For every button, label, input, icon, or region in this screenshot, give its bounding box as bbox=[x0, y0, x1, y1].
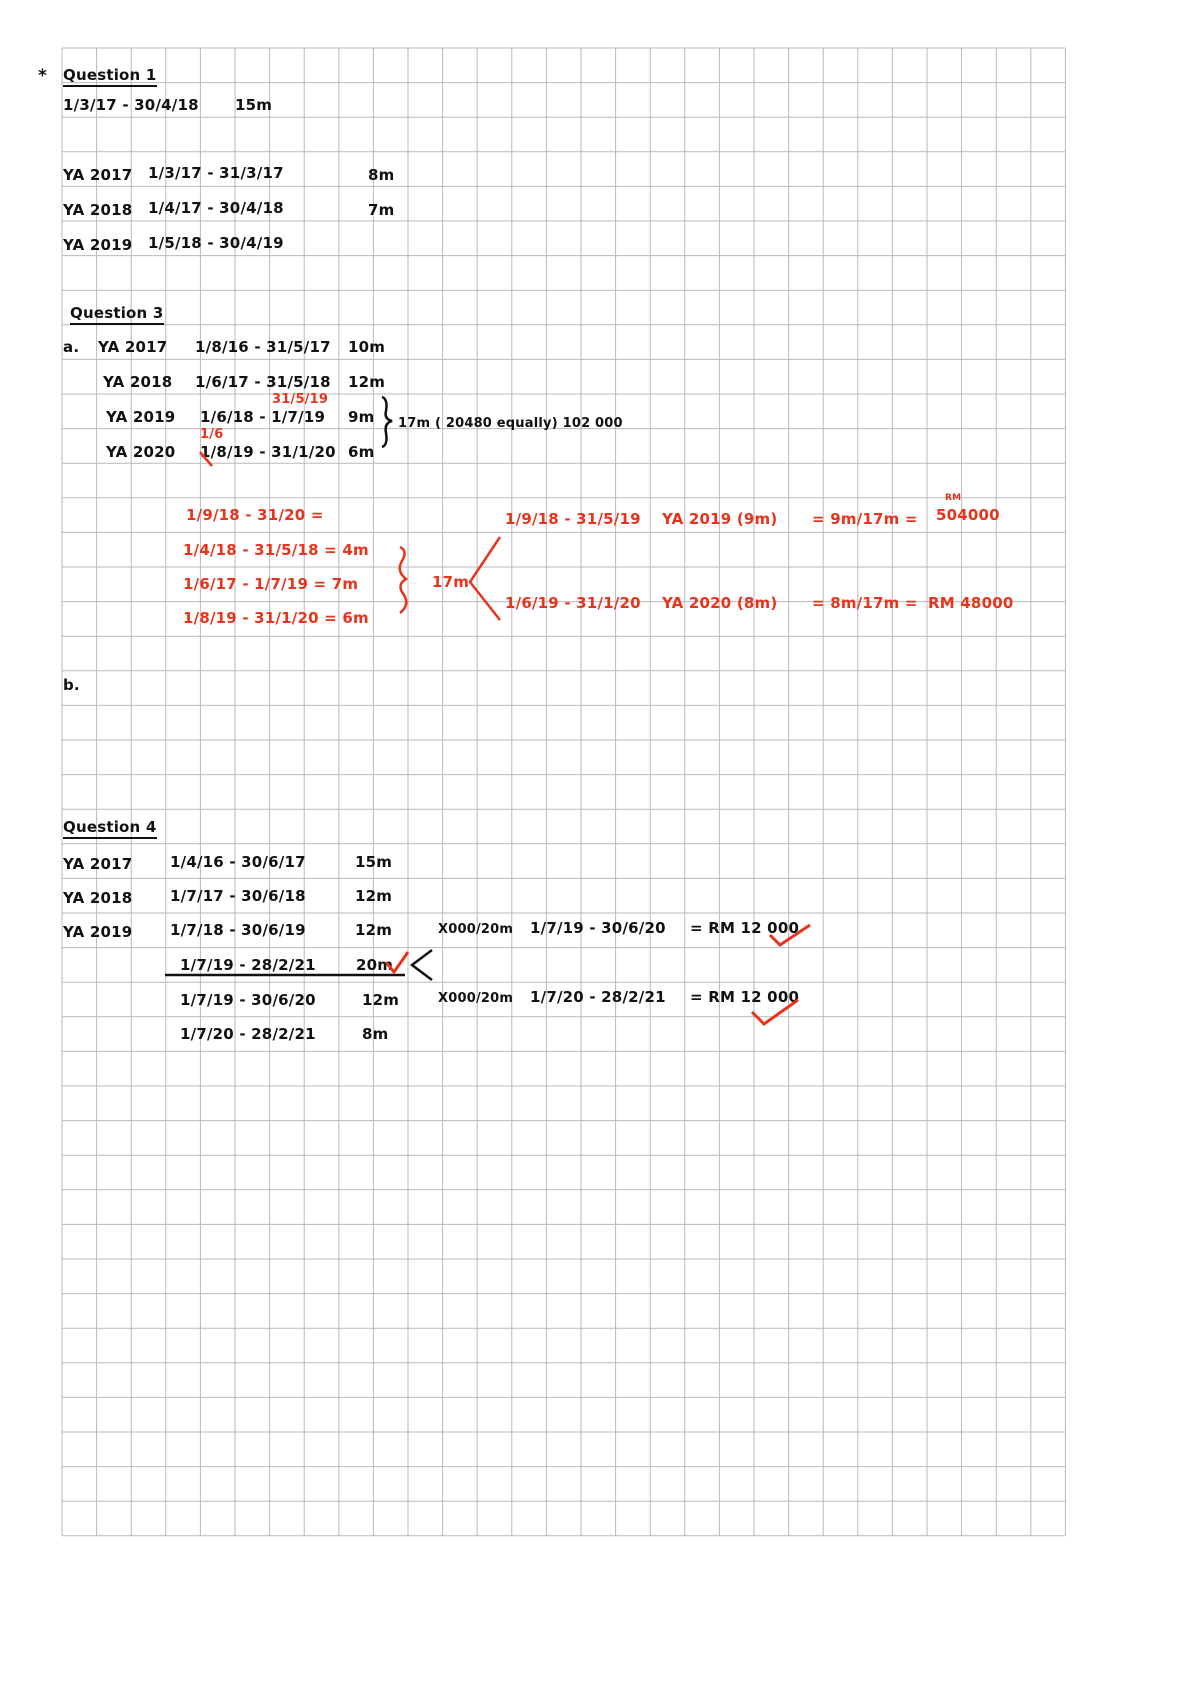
q3-bracket-note: 17m ( 20480 equally) 102 000 bbox=[398, 416, 623, 431]
q3-alloc-calc: = 8m/17m = bbox=[812, 594, 918, 612]
q4-alloc-label: X000/20m bbox=[438, 922, 514, 937]
q1-row-ya: YA 2019 bbox=[63, 236, 133, 254]
q3-correction: 1/6 bbox=[200, 427, 224, 442]
q4-sub-row-range: 1/7/20 - 28/2/21 bbox=[180, 1025, 316, 1043]
q3-alloc-range: 1/6/19 - 31/1/20 bbox=[505, 594, 641, 612]
q3-red-calc-line: 1/8/19 - 31/1/20 = 6m bbox=[183, 609, 369, 627]
q3-red-calc-line: 1/4/18 - 31/5/18 = 4m bbox=[183, 541, 369, 559]
q1-period: 1/3/17 - 30/4/18 bbox=[63, 96, 199, 114]
q3-row-months: 12m bbox=[348, 373, 386, 391]
q4-row-months: 12m bbox=[355, 921, 393, 939]
q1-row-ya: YA 2017 bbox=[63, 166, 133, 184]
q4-alloc-result: = RM 12 000 bbox=[690, 988, 800, 1006]
q3-heading: Question 3 bbox=[70, 306, 164, 325]
q4-alloc-label: X000/20m bbox=[438, 991, 514, 1006]
q3-row-range: 1/8/19 - 31/1/20 bbox=[200, 443, 336, 461]
q3-alloc-ya: YA 2020 (8m) bbox=[662, 594, 778, 612]
q4-row-ya: YA 2017 bbox=[63, 855, 133, 873]
q4-sub-row-months: 8m bbox=[362, 1025, 389, 1043]
q4-row-ya: YA 2018 bbox=[63, 889, 133, 907]
q4-heading: Question 4 bbox=[63, 820, 157, 839]
q4-row-range: 1/7/17 - 30/6/18 bbox=[170, 887, 306, 905]
q3-row-range: 1/8/16 - 31/5/17 bbox=[195, 338, 331, 356]
q4-row-months: 15m bbox=[355, 853, 393, 871]
q1-period-months: 15m bbox=[235, 96, 273, 114]
q3-alloc-calc: = 9m/17m = bbox=[812, 510, 918, 528]
q1-heading: Question 1 bbox=[63, 68, 157, 87]
q3-red-calc-line: 1/6/17 - 1/7/19 = 7m bbox=[183, 575, 359, 593]
q4-sub-line-months: 20m bbox=[356, 956, 394, 974]
q3-alloc-unit: RM bbox=[945, 493, 962, 503]
q3-row-months: 9m bbox=[348, 408, 375, 426]
q3-red-total: 17m bbox=[432, 573, 470, 591]
q3-alloc-range: 1/9/18 - 31/5/19 bbox=[505, 510, 641, 528]
q4-row-range: 1/4/16 - 30/6/17 bbox=[170, 853, 306, 871]
q1-row-months: 7m bbox=[368, 201, 395, 219]
q3-row-ya: YA 2017 bbox=[98, 338, 168, 356]
q3-row-months: 6m bbox=[348, 443, 375, 461]
q1-row-ya: YA 2018 bbox=[63, 201, 133, 219]
q4-alloc-range: 1/7/19 - 30/6/20 bbox=[530, 919, 666, 937]
q4-alloc-range: 1/7/20 - 28/2/21 bbox=[530, 988, 666, 1006]
q4-sub-row-range: 1/7/19 - 30/6/20 bbox=[180, 991, 316, 1009]
q3-row-ya: YA 2018 bbox=[103, 373, 173, 391]
q1-row-range: 1/3/17 - 31/3/17 bbox=[148, 164, 284, 182]
q3-alloc-ya: YA 2019 (9m) bbox=[662, 510, 778, 528]
q1-row-range: 1/5/18 - 30/4/19 bbox=[148, 234, 284, 252]
q3-alloc-result: RM 48000 bbox=[928, 594, 1014, 612]
q3-row-range: 1/6/18 - 1/7/19 bbox=[200, 408, 326, 426]
q3-part-b: b. bbox=[63, 676, 80, 694]
q3-correction: 31/5/19 bbox=[272, 392, 329, 407]
q3-row-range: 1/6/17 - 31/5/18 bbox=[195, 373, 331, 391]
q4-row-months: 12m bbox=[355, 887, 393, 905]
q4-sub-line-range: 1/7/19 - 28/2/21 bbox=[180, 956, 316, 974]
bullet-mark: * bbox=[38, 66, 48, 86]
q3-row-ya: YA 2020 bbox=[106, 443, 176, 461]
q3-row-ya: YA 2019 bbox=[106, 408, 176, 426]
q4-row-ya: YA 2019 bbox=[63, 923, 133, 941]
q3-alloc-result: 504000 bbox=[936, 506, 1000, 524]
q3-part-a: a. bbox=[63, 338, 80, 356]
q1-row-months: 8m bbox=[368, 166, 395, 184]
q1-row-range: 1/4/17 - 30/4/18 bbox=[148, 199, 284, 217]
q4-sub-row-months: 12m bbox=[362, 991, 400, 1009]
q3-red-calc-line: 1/9/18 - 31/20 = bbox=[186, 506, 324, 524]
q4-alloc-result: = RM 12 000 bbox=[690, 919, 800, 937]
q3-row-months: 10m bbox=[348, 338, 386, 356]
q4-row-range: 1/7/18 - 30/6/19 bbox=[170, 921, 306, 939]
